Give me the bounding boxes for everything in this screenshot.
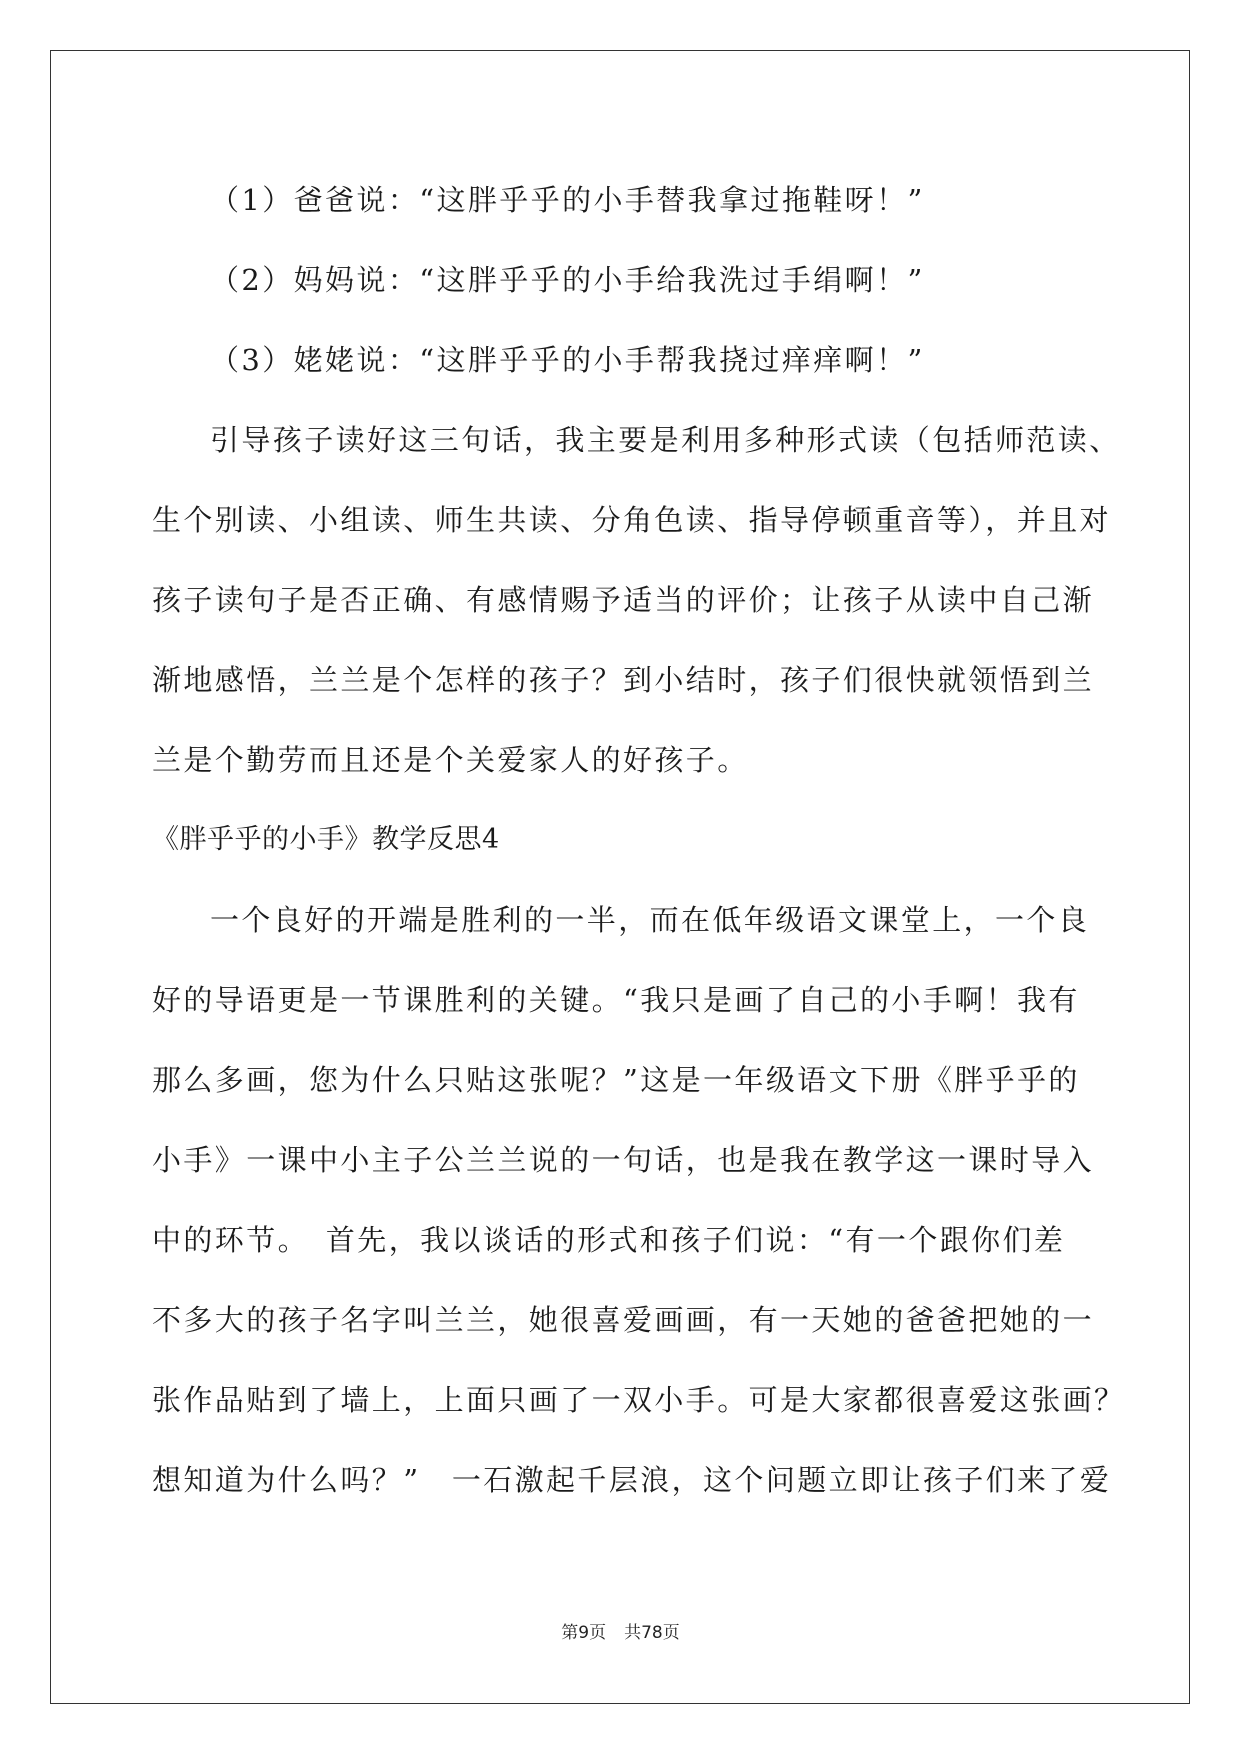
paragraph-line: （3）姥姥说：“这胖乎乎的小手帮我挠过痒痒啊！” [210,343,925,377]
paragraph-line: 生个别读、小组读、师生共读、分角色读、指导停顿重音等），并且对 [152,503,1111,537]
paragraph-line: 张作品贴到了墙上，上面只画了一双小手。可是大家都很喜爱这张画？ [152,1383,1126,1417]
paragraph-line: 不多大的孩子名字叫兰兰，她很喜爱画画，有一天她的爸爸把她的一 [152,1303,1095,1337]
page-number: 第9页 [561,1623,607,1643]
paragraph-line: 渐地感悟，兰兰是个怎样的孩子？到小结时，孩子们很快就领悟到兰 [152,663,1095,697]
paragraph-line: 一个良好的开端是胜利的一半，而在低年级语文课堂上，一个良 [210,903,1090,937]
paragraph-line: （1）爸爸说：“这胖乎乎的小手替我拿过拖鞋呀！” [210,183,925,217]
page-total: 共78页 [624,1623,680,1643]
paragraph-line: 想知道为什么吗？” 一石激起千层浪，这个问题立即让孩子们来了爱 [152,1463,1112,1497]
page-footer [0,1618,1241,1643]
paragraph-line: 好的导语更是一节课胜利的关键。“我只是画了自己的小手啊！我有 [152,983,1080,1017]
paragraph-line: 中的环节。 首先，我以谈话的形式和孩子们说：“有一个跟你们差 [152,1223,1066,1257]
document-body [152,160,1126,1520]
paragraph-line: 兰是个勤劳而且还是个关爱家人的好孩子。 [152,743,749,777]
paragraph-line: 那么多画，您为什么只贴这张呢？”这是一年级语文下册《胖乎乎的 [152,1063,1080,1097]
paragraph-line: （2）妈妈说：“这胖乎乎的小手给我洗过手绢啊！” [210,263,925,297]
paragraph-line: 引导孩子读好这三句话，我主要是利用多种形式读（包括师范读、 [210,423,1121,457]
paragraph-line: 小手》一课中小主子公兰兰说的一句话，也是我在教学这一课时导入 [152,1143,1095,1177]
paragraph-line: 孩子读句子是否正确、有感情赐予适当的评价；让孩子从读中自己渐 [152,583,1095,617]
section-heading: 《胖乎乎的小手》教学反思4 [152,824,500,855]
